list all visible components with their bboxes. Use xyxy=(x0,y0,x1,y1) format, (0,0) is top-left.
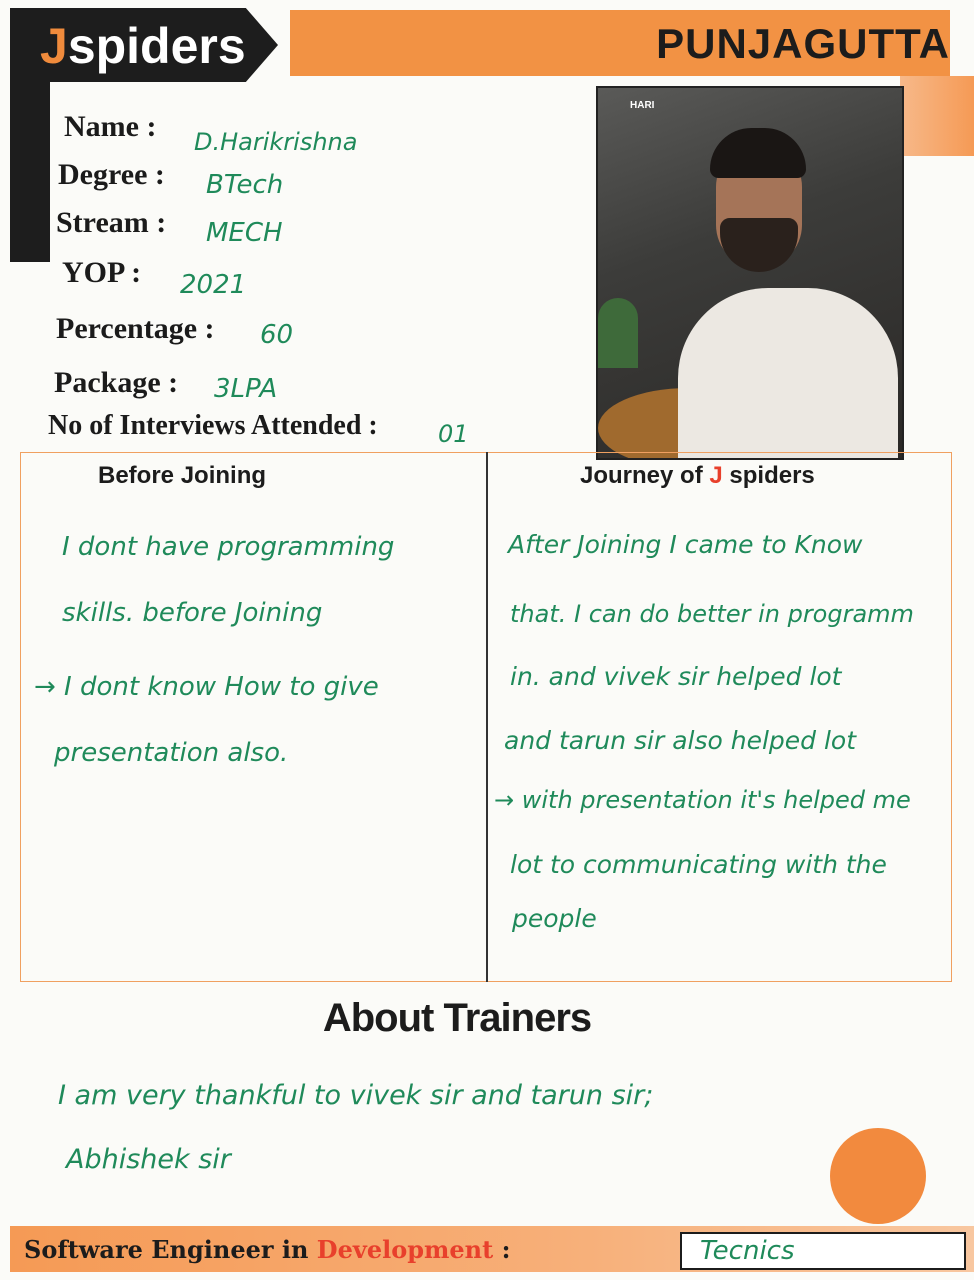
interviews-value: 01 xyxy=(438,420,469,448)
footer-title xyxy=(24,1230,510,1270)
journey-line: After Joining I came to Know xyxy=(508,530,863,559)
student-photo xyxy=(596,86,904,460)
before-line: I dont have programming xyxy=(62,532,395,562)
degree-value: BTech xyxy=(206,170,284,200)
journey-line: in. and vivek sir helped lot xyxy=(510,662,842,691)
stream-value: MECH xyxy=(206,218,283,248)
footer-highlight: Development xyxy=(316,1235,494,1264)
photo-person-hair xyxy=(710,128,806,178)
logo-left-bar xyxy=(10,82,50,262)
photo-person-beard xyxy=(720,218,798,272)
decorative-circle xyxy=(830,1128,926,1224)
package-label: Package : xyxy=(54,366,179,399)
before-line: skills. before Joining xyxy=(62,598,323,628)
trainers-line: I am very thankful to vivek sir and tarun sir; xyxy=(58,1080,654,1111)
logo-spiders: spiders xyxy=(67,18,246,74)
stream-label: Stream : xyxy=(56,206,167,239)
before-line: → I dont know How to give xyxy=(34,672,379,702)
yop-label: YOP : xyxy=(62,256,142,289)
journey-heading-post: spiders xyxy=(729,462,815,489)
photo-plant xyxy=(598,298,638,368)
journey-heading-pre: Journey of xyxy=(580,462,703,489)
journey-line: lot to communicating with the xyxy=(510,850,887,879)
interviews-label: No of Interviews Attended : xyxy=(48,410,378,441)
journey-line: → with presentation it's helped me xyxy=(494,786,911,814)
journey-line: people xyxy=(512,904,597,933)
package-value: 3LPA xyxy=(214,374,278,404)
branch-name: PUNJAGUTTA xyxy=(656,20,950,67)
trainers-heading: About Trainers xyxy=(322,996,592,1040)
degree-label: Degree : xyxy=(58,158,165,191)
yop-value: 2021 xyxy=(180,270,247,300)
journey-line: and tarun sir also helped lot xyxy=(504,726,857,755)
journey-heading-j: J xyxy=(709,462,723,489)
name-label: Name : xyxy=(64,110,157,143)
footer-prefix: Software Engineer in xyxy=(24,1235,309,1264)
percentage-label: Percentage : xyxy=(56,312,215,345)
before-line: presentation also. xyxy=(54,738,289,768)
logo xyxy=(40,14,246,78)
experience-divider xyxy=(486,452,488,982)
company-value: Tecnics xyxy=(700,1236,795,1266)
name-value: D.Harikrishna xyxy=(194,128,358,156)
header-orange-band-right xyxy=(900,76,974,156)
journey-line: that. I can do better in programm xyxy=(510,600,914,628)
logo-j: J xyxy=(40,18,68,74)
percentage-value: 60 xyxy=(260,320,294,350)
trainers-line: Abhishek sir xyxy=(66,1144,231,1175)
photo-person-shirt xyxy=(678,288,898,460)
before-heading: Before Joining xyxy=(98,462,267,489)
photo-caption: HARI xyxy=(630,100,655,111)
footer-colon: : xyxy=(501,1235,511,1264)
journey-heading xyxy=(580,462,815,490)
company-field xyxy=(680,1232,966,1270)
